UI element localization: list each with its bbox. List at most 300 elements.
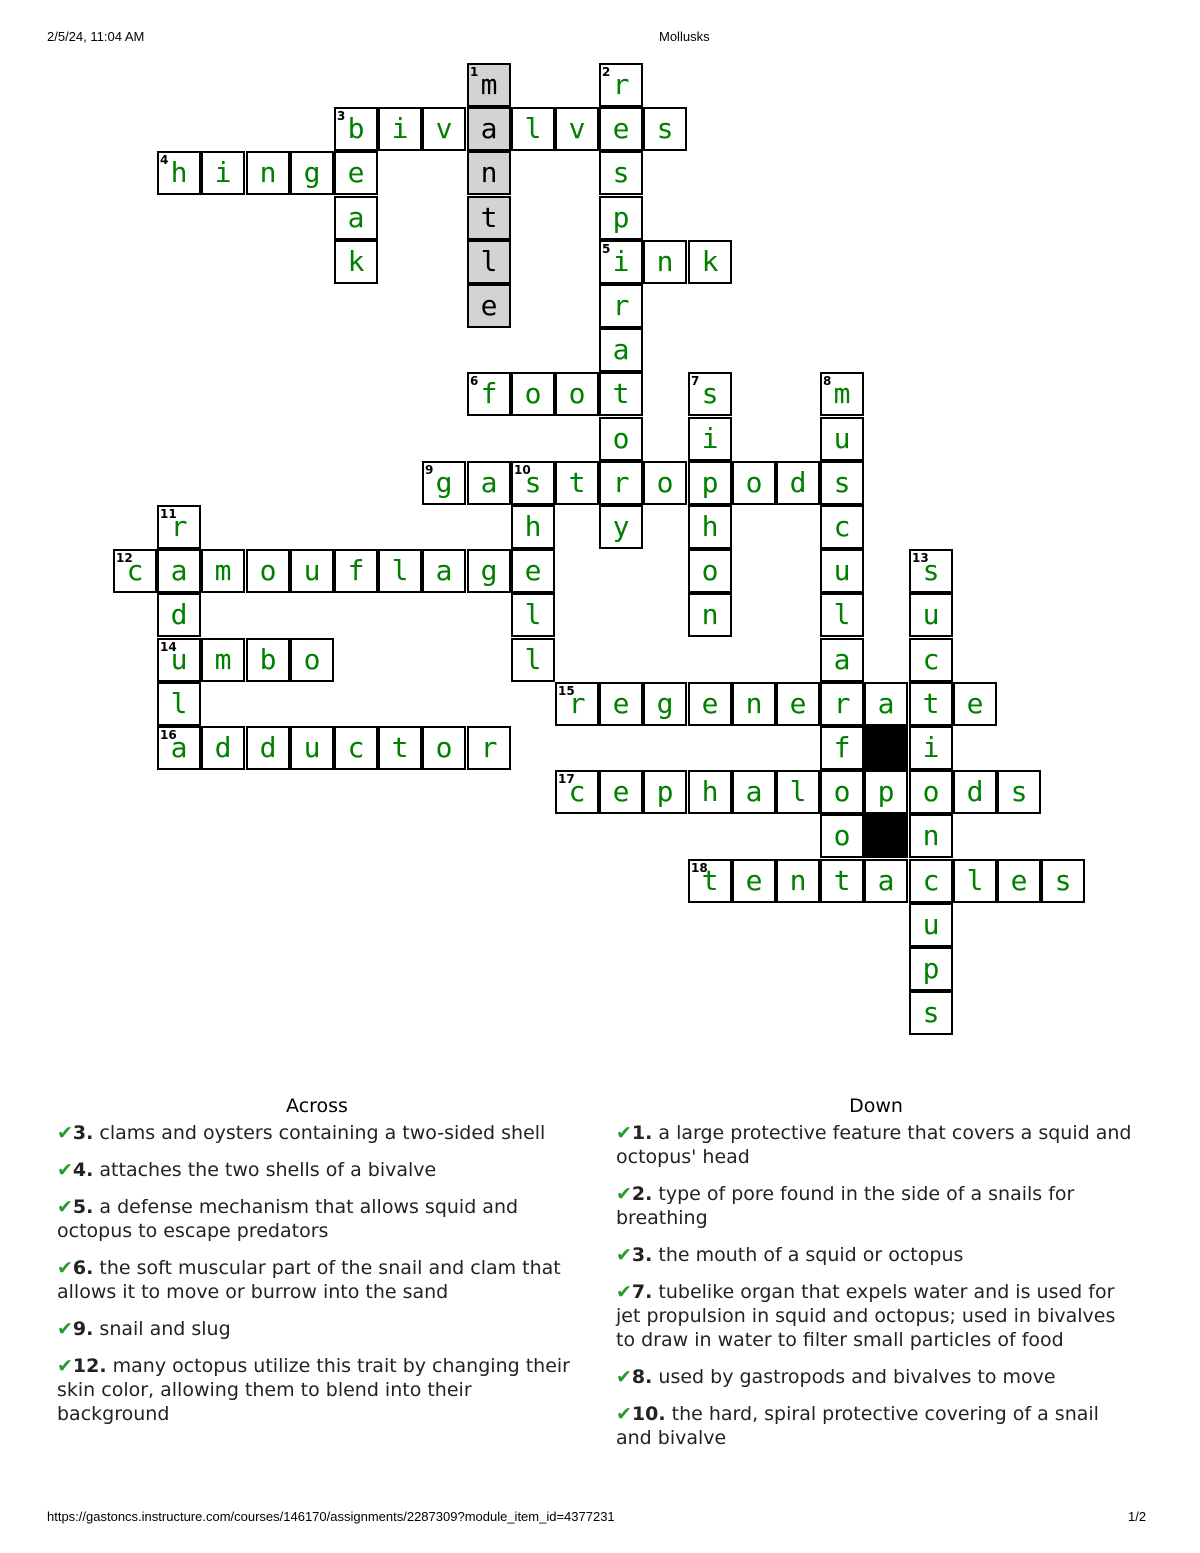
grid-cell[interactable] xyxy=(688,372,732,416)
grid-cell[interactable] xyxy=(422,549,466,593)
page-url[interactable]: https://gastoncs.instructure.com/courses/146170/assignments/2287309?module_item_id=4377231 xyxy=(47,1509,615,1524)
grid-cell[interactable] xyxy=(688,770,732,814)
cell-letter: s xyxy=(833,466,851,499)
cell-letter: o xyxy=(612,422,630,455)
cell-letter: g xyxy=(303,156,321,189)
grid-cell[interactable] xyxy=(511,461,555,505)
grid-cell[interactable] xyxy=(511,638,555,682)
cell-letter: s xyxy=(1010,775,1028,808)
cell-letter: s xyxy=(1054,864,1072,897)
cell-letter: a xyxy=(170,554,188,587)
grid-cell[interactable] xyxy=(290,549,334,593)
grid-cell[interactable] xyxy=(555,107,599,151)
grid-cell[interactable] xyxy=(599,461,643,505)
cell-letter: o xyxy=(833,775,851,808)
clue-text: used by gastropods and bivalves to move xyxy=(652,1366,1056,1388)
grid-cell[interactable] xyxy=(201,726,245,770)
grid-cell[interactable] xyxy=(157,151,201,195)
grid-cell[interactable] xyxy=(776,770,820,814)
clue-text: the hard, spiral protective covering of a snail and bivalve xyxy=(616,1403,1099,1449)
clue-text: many octopus utilize this trait by changing their skin color, allowing them to blend into their background xyxy=(57,1355,570,1425)
cell-letter: t xyxy=(701,864,719,897)
grid-cell[interactable] xyxy=(864,682,908,726)
grid-cell[interactable] xyxy=(909,726,953,770)
grid-cell[interactable] xyxy=(599,505,643,549)
check-icon: ✔ xyxy=(616,1366,632,1388)
clue-item xyxy=(616,1365,1136,1389)
grid-cell[interactable] xyxy=(511,549,555,593)
grid-cell[interactable] xyxy=(511,505,555,549)
grid-cell[interactable] xyxy=(909,991,953,1035)
grid-block xyxy=(864,726,908,770)
grid-cell[interactable] xyxy=(378,726,422,770)
cell-letter: h xyxy=(701,775,719,808)
grid-cell[interactable] xyxy=(820,372,864,416)
grid-cell[interactable] xyxy=(334,196,378,240)
clue-number: 9 xyxy=(425,463,434,477)
grid-cell[interactable] xyxy=(467,107,511,151)
cell-letter: v xyxy=(568,112,586,145)
cell-letter: k xyxy=(701,245,719,278)
cell-letter: l xyxy=(966,864,984,897)
grid-cell[interactable] xyxy=(599,107,643,151)
clue-number: 2. xyxy=(631,1183,653,1205)
cell-letter: o xyxy=(701,554,719,587)
grid-cell[interactable] xyxy=(467,196,511,240)
grid-cell[interactable] xyxy=(378,549,422,593)
grid-cell[interactable] xyxy=(246,151,290,195)
cell-letter: o xyxy=(568,377,586,410)
check-icon: ✔ xyxy=(616,1183,632,1205)
check-icon: ✔ xyxy=(616,1244,632,1266)
cell-letter: h xyxy=(524,510,542,543)
grid-cell[interactable] xyxy=(555,682,599,726)
grid-cell[interactable] xyxy=(688,859,732,903)
clue-text: clams and oysters containing a two-sided shell xyxy=(93,1122,546,1144)
grid-cell[interactable] xyxy=(599,682,643,726)
grid-cell[interactable] xyxy=(820,549,864,593)
grid-cell[interactable] xyxy=(997,770,1041,814)
cell-letter: f xyxy=(347,554,365,587)
clue-number: 16 xyxy=(160,728,177,742)
cell-letter: l xyxy=(789,775,807,808)
cell-letter: i xyxy=(922,731,940,764)
cell-letter: u xyxy=(303,731,321,764)
cell-letter: l xyxy=(391,554,409,587)
cell-letter: n xyxy=(259,156,277,189)
grid-cell[interactable] xyxy=(157,505,201,549)
cell-letter: y xyxy=(612,510,630,543)
clue-number: 15 xyxy=(558,684,575,698)
cell-letter: n xyxy=(789,864,807,897)
cell-letter: b xyxy=(259,643,277,676)
cell-letter: r xyxy=(833,687,851,720)
cell-letter: a xyxy=(877,864,895,897)
clue-item xyxy=(57,1195,577,1243)
grid-cell[interactable] xyxy=(334,726,378,770)
cell-letter: i xyxy=(214,156,232,189)
grid-cell[interactable] xyxy=(820,638,864,682)
grid-block xyxy=(864,814,908,858)
clue-text: the mouth of a squid or octopus xyxy=(652,1244,964,1266)
grid-cell[interactable] xyxy=(688,593,732,637)
cell-letter: n xyxy=(745,687,763,720)
cell-letter: a xyxy=(745,775,763,808)
grid-cell[interactable] xyxy=(201,549,245,593)
cell-letter: a xyxy=(347,201,365,234)
clue-item xyxy=(57,1354,577,1426)
clue-number: 18 xyxy=(691,861,708,875)
check-icon: ✔ xyxy=(57,1257,73,1279)
clue-number: 7. xyxy=(631,1281,653,1303)
cell-letter: t xyxy=(480,201,498,234)
grid-cell[interactable] xyxy=(511,593,555,637)
cell-letter: t xyxy=(568,466,586,499)
cell-letter: b xyxy=(347,112,365,145)
cell-letter: r xyxy=(612,68,630,101)
clue-number: 6 xyxy=(470,374,479,388)
grid-cell[interactable] xyxy=(776,682,820,726)
grid-cell[interactable] xyxy=(820,770,864,814)
grid-cell[interactable] xyxy=(1041,859,1085,903)
grid-cell[interactable] xyxy=(555,461,599,505)
cell-letter: a xyxy=(833,643,851,676)
cell-letter: u xyxy=(170,643,188,676)
clue-text: attaches the two shells of a bivalve xyxy=(93,1159,437,1181)
cell-letter: t xyxy=(612,377,630,410)
grid-cell[interactable] xyxy=(909,859,953,903)
cell-letter: r xyxy=(612,289,630,322)
grid-cell[interactable] xyxy=(422,461,466,505)
grid-cell[interactable] xyxy=(246,726,290,770)
cell-letter: e xyxy=(789,687,807,720)
cell-letter: e xyxy=(524,554,542,587)
grid-cell[interactable] xyxy=(599,770,643,814)
grid-cell[interactable] xyxy=(909,770,953,814)
cell-letter: r xyxy=(170,510,188,543)
cell-letter: i xyxy=(701,422,719,455)
clue-number: 8. xyxy=(631,1366,653,1388)
grid-cell[interactable] xyxy=(820,682,864,726)
clue-number: 1. xyxy=(631,1122,653,1144)
grid-cell[interactable] xyxy=(201,151,245,195)
clue-number: 3. xyxy=(631,1244,653,1266)
cell-letter: i xyxy=(612,245,630,278)
clue-number: 12 xyxy=(116,551,133,565)
grid-cell[interactable] xyxy=(953,859,997,903)
grid-cell[interactable] xyxy=(997,859,1041,903)
cell-letter: o xyxy=(745,466,763,499)
cell-letter: h xyxy=(170,156,188,189)
cell-letter: r xyxy=(568,687,586,720)
grid-cell[interactable] xyxy=(820,417,864,461)
grid-cell[interactable] xyxy=(511,107,555,151)
cell-letter: e xyxy=(966,687,984,720)
grid-cell[interactable] xyxy=(511,372,555,416)
grid-cell[interactable] xyxy=(467,372,511,416)
grid-cell[interactable] xyxy=(555,770,599,814)
cell-letter: r xyxy=(612,466,630,499)
grid-cell[interactable] xyxy=(820,726,864,770)
grid-cell[interactable] xyxy=(157,593,201,637)
cell-letter: t xyxy=(391,731,409,764)
grid-cell[interactable] xyxy=(953,770,997,814)
cell-letter: u xyxy=(922,598,940,631)
cell-letter: f xyxy=(833,731,851,764)
grid-cell[interactable] xyxy=(864,859,908,903)
clue-number: 2 xyxy=(602,65,611,79)
grid-cell[interactable] xyxy=(334,107,378,151)
grid-cell[interactable] xyxy=(820,859,864,903)
grid-cell[interactable] xyxy=(467,726,511,770)
grid-cell[interactable] xyxy=(378,107,422,151)
grid-cell[interactable] xyxy=(909,682,953,726)
cell-letter: c xyxy=(922,643,940,676)
clue-number: 13 xyxy=(912,551,929,565)
grid-cell[interactable] xyxy=(688,461,732,505)
cell-letter: g xyxy=(480,554,498,587)
grid-cell[interactable] xyxy=(732,770,776,814)
grid-cell[interactable] xyxy=(290,151,334,195)
grid-cell[interactable] xyxy=(157,726,201,770)
grid-cell[interactable] xyxy=(643,461,687,505)
grid-cell[interactable] xyxy=(820,593,864,637)
cell-letter: o xyxy=(656,466,674,499)
check-icon: ✔ xyxy=(616,1122,632,1144)
cell-letter: p xyxy=(922,952,940,985)
clue-number: 14 xyxy=(160,640,177,654)
cell-letter: l xyxy=(170,687,188,720)
clue-item xyxy=(616,1402,1136,1450)
clue-item xyxy=(57,1158,577,1182)
clue-text: snail and slug xyxy=(93,1318,231,1340)
down-clue-list xyxy=(616,1121,1136,1450)
clue-item xyxy=(57,1256,577,1304)
grid-cell[interactable] xyxy=(599,196,643,240)
grid-cell[interactable] xyxy=(688,549,732,593)
grid-cell[interactable] xyxy=(688,682,732,726)
grid-cell[interactable] xyxy=(422,726,466,770)
clue-number: 12. xyxy=(72,1355,107,1377)
cell-letter: n xyxy=(656,245,674,278)
cell-letter: o xyxy=(303,643,321,676)
cell-letter: c xyxy=(922,864,940,897)
grid-cell[interactable] xyxy=(467,151,511,195)
clue-text: a large protective feature that covers a squid and octopus' head xyxy=(616,1122,1132,1168)
cell-letter: e xyxy=(612,775,630,808)
grid-cell[interactable] xyxy=(334,151,378,195)
grid-cell[interactable] xyxy=(643,107,687,151)
cell-letter: g xyxy=(656,687,674,720)
grid-cell[interactable] xyxy=(599,284,643,328)
cell-letter: g xyxy=(435,466,453,499)
cell-letter: t xyxy=(833,864,851,897)
cell-letter: a xyxy=(480,112,498,145)
cell-letter: d xyxy=(259,731,277,764)
grid-cell[interactable] xyxy=(290,726,334,770)
grid-cell[interactable] xyxy=(246,638,290,682)
check-icon: ✔ xyxy=(57,1159,73,1181)
print-datetime: 2/5/24, 11:04 AM xyxy=(47,29,145,44)
cell-letter: c xyxy=(126,554,144,587)
cell-letter: o xyxy=(435,731,453,764)
check-icon: ✔ xyxy=(57,1318,73,1340)
cell-letter: s xyxy=(701,377,719,410)
down-clues xyxy=(616,1095,1136,1463)
cell-letter: h xyxy=(701,510,719,543)
grid-cell[interactable] xyxy=(909,903,953,947)
clue-item xyxy=(57,1121,577,1145)
cell-letter: o xyxy=(833,819,851,852)
clue-number: 8 xyxy=(823,374,832,388)
cell-letter: c xyxy=(347,731,365,764)
clue-number: 9. xyxy=(72,1318,94,1340)
grid-cell[interactable] xyxy=(334,240,378,284)
grid-cell[interactable] xyxy=(599,63,643,107)
cell-letter: l xyxy=(833,598,851,631)
clue-text: tubelike organ that expels water and is used for jet propulsion in squid and octopus; used in bivalves to draw in water to filter small particles of food xyxy=(616,1281,1116,1351)
cell-letter: i xyxy=(391,112,409,145)
clue-item xyxy=(616,1280,1136,1352)
grid-cell[interactable] xyxy=(157,682,201,726)
clue-number: 7 xyxy=(691,374,700,388)
cell-letter: u xyxy=(922,908,940,941)
cell-letter: m xyxy=(214,554,232,587)
down-heading: Down xyxy=(849,1095,903,1117)
check-icon: ✔ xyxy=(57,1122,73,1144)
cell-letter: o xyxy=(259,554,277,587)
cell-letter: s xyxy=(524,466,542,499)
cell-letter: d xyxy=(170,598,188,631)
grid-cell[interactable] xyxy=(643,682,687,726)
grid-cell[interactable] xyxy=(467,63,511,107)
cell-letter: e xyxy=(745,864,763,897)
clue-item xyxy=(616,1243,1136,1267)
grid-cell[interactable] xyxy=(864,770,908,814)
cell-letter: r xyxy=(480,731,498,764)
cell-letter: d xyxy=(214,731,232,764)
grid-cell[interactable] xyxy=(909,549,953,593)
grid-cell[interactable] xyxy=(643,240,687,284)
grid-cell[interactable] xyxy=(909,814,953,858)
cell-letter: l xyxy=(480,245,498,278)
grid-cell[interactable] xyxy=(732,682,776,726)
cell-letter: u xyxy=(303,554,321,587)
grid-cell[interactable] xyxy=(599,151,643,195)
cell-letter: p xyxy=(701,466,719,499)
cell-letter: a xyxy=(877,687,895,720)
check-icon: ✔ xyxy=(57,1196,73,1218)
grid-cell[interactable] xyxy=(909,638,953,682)
grid-cell[interactable] xyxy=(820,461,864,505)
cell-letter: u xyxy=(833,554,851,587)
check-icon: ✔ xyxy=(616,1281,632,1303)
clue-item xyxy=(57,1317,577,1341)
grid-cell[interactable] xyxy=(820,505,864,549)
grid-cell[interactable] xyxy=(467,240,511,284)
clue-number: 10 xyxy=(514,463,531,477)
clue-number: 4 xyxy=(160,153,169,167)
cell-letter: f xyxy=(480,377,498,410)
cell-letter: e xyxy=(701,687,719,720)
clue-number: 4. xyxy=(72,1159,94,1181)
grid-cell[interactable] xyxy=(776,859,820,903)
check-icon: ✔ xyxy=(616,1403,632,1425)
cell-letter: o xyxy=(922,775,940,808)
across-clues xyxy=(57,1095,577,1439)
cell-letter: d xyxy=(789,466,807,499)
grid-cell[interactable] xyxy=(599,240,643,284)
cell-letter: s xyxy=(922,554,940,587)
cell-letter: a xyxy=(612,333,630,366)
cell-letter: p xyxy=(612,201,630,234)
grid-cell[interactable] xyxy=(334,549,378,593)
cell-letter: m xyxy=(214,643,232,676)
cell-letter: a xyxy=(435,554,453,587)
grid-cell[interactable] xyxy=(643,770,687,814)
grid-cell[interactable] xyxy=(467,549,511,593)
clue-text: the soft muscular part of the snail and clam that allows it to move or burrow into the sand xyxy=(57,1257,561,1303)
cell-letter: e xyxy=(480,289,498,322)
cell-letter: s xyxy=(922,996,940,1029)
across-heading: Across xyxy=(286,1095,348,1117)
grid-cell[interactable] xyxy=(732,461,776,505)
cell-letter: k xyxy=(347,245,365,278)
grid-cell[interactable] xyxy=(599,372,643,416)
grid-cell[interactable] xyxy=(555,372,599,416)
cell-letter: d xyxy=(966,775,984,808)
grid-cell[interactable] xyxy=(688,505,732,549)
cell-letter: m xyxy=(833,377,851,410)
grid-cell[interactable] xyxy=(246,549,290,593)
grid-cell[interactable] xyxy=(467,461,511,505)
clue-number: 3 xyxy=(337,109,346,123)
cell-letter: o xyxy=(524,377,542,410)
cell-letter: e xyxy=(612,687,630,720)
grid-cell[interactable] xyxy=(599,417,643,461)
grid-cell[interactable] xyxy=(599,328,643,372)
grid-cell[interactable] xyxy=(732,859,776,903)
cell-letter: p xyxy=(656,775,674,808)
cell-letter: c xyxy=(833,510,851,543)
grid-cell[interactable] xyxy=(467,284,511,328)
cell-letter: l xyxy=(524,598,542,631)
grid-cell[interactable] xyxy=(157,638,201,682)
cell-letter: t xyxy=(922,687,940,720)
clue-number: 11 xyxy=(160,507,177,521)
cell-letter: e xyxy=(1010,864,1028,897)
clue-text: a defense mechanism that allows squid and octopus to escape predators xyxy=(57,1196,519,1242)
grid-cell[interactable] xyxy=(157,549,201,593)
cell-letter: l xyxy=(524,112,542,145)
grid-cell[interactable] xyxy=(909,593,953,637)
page-title: Mollusks xyxy=(659,29,710,44)
clue-text: type of pore found in the side of a snails for breathing xyxy=(616,1183,1075,1229)
cell-letter: l xyxy=(524,643,542,676)
grid-cell[interactable] xyxy=(820,814,864,858)
grid-cell[interactable] xyxy=(113,549,157,593)
grid-cell[interactable] xyxy=(290,638,334,682)
grid-cell[interactable] xyxy=(776,461,820,505)
clue-number: 10. xyxy=(631,1403,666,1425)
cell-letter: s xyxy=(612,156,630,189)
grid-cell[interactable] xyxy=(953,682,997,726)
grid-cell[interactable] xyxy=(909,947,953,991)
grid-cell[interactable] xyxy=(422,107,466,151)
grid-cell[interactable] xyxy=(688,240,732,284)
grid-cell[interactable] xyxy=(201,638,245,682)
grid-cell[interactable] xyxy=(688,417,732,461)
